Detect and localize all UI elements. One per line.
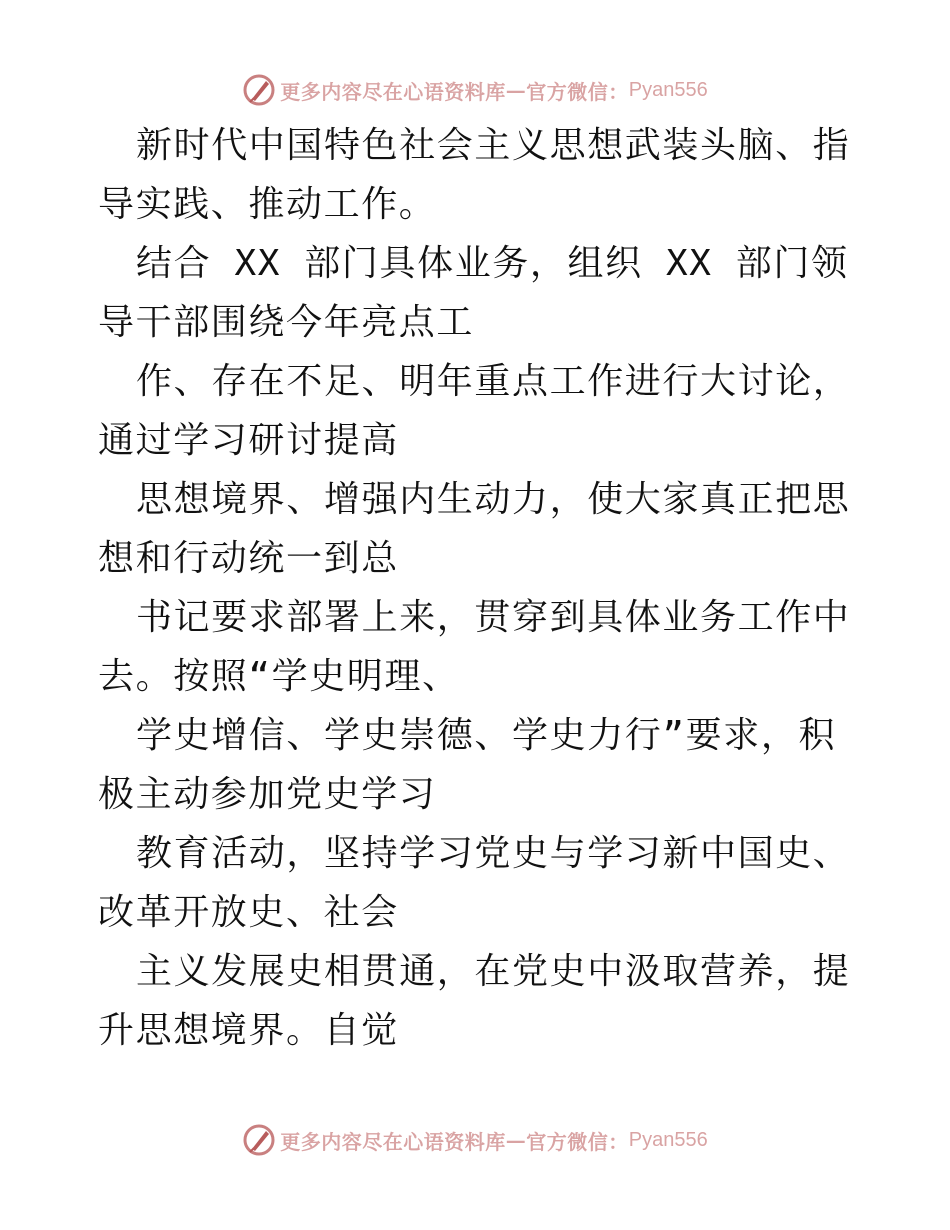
watermark-main-text: 更多内容尽在心语资料库 — [280, 1129, 506, 1154]
watermark-official-label: 官方微信： — [526, 1129, 629, 1154]
paragraph-2: 结合 XX 部门具体业务，组织 XX 部门领导干部围绕今年亮点工 — [98, 243, 849, 343]
watermark-banner-top — [0, 70, 950, 110]
paragraph-7: 教育活动，坚持学习党史与学习新中国史、改革开放史、社会 — [98, 833, 851, 933]
watermark-main-text: 更多内容尽在心语资料库 — [280, 79, 506, 104]
paragraph-5: 书记要求部署上来，贯穿到具体业务工作中去。按照“学史明理、 — [98, 597, 851, 697]
paragraph-4: 思想境界、增强内生动力，使大家真正把思想和行动统一到总 — [98, 479, 851, 579]
watermark-dash: — — [505, 78, 527, 102]
watermark-banner-bottom — [0, 1120, 950, 1160]
watermark-wechat-id: Pyan556 — [628, 78, 708, 101]
paragraph-1: 新时代中国特色社会主义思想武装头脑、指导实践、推动工作。 — [98, 125, 851, 225]
watermark-wechat-id: Pyan556 — [628, 1128, 708, 1151]
paragraph-3: 作、存在不足、明年重点工作进行大讨论，通过学习研讨提高 — [98, 361, 851, 461]
watermark-dash: — — [505, 1128, 527, 1152]
quill-pen-circle-icon — [242, 1123, 276, 1157]
paragraph-8: 主义发展史相贯通，在党史中汲取营养，提升思想境界。自觉 — [98, 951, 851, 1051]
paragraph-6: 学史增信、学史崇德、学史力行”要求，积极主动参加党史学习 — [98, 715, 837, 815]
watermark-official-label: 官方微信： — [526, 79, 629, 104]
quill-pen-circle-icon — [242, 73, 276, 107]
document-body — [98, 116, 858, 1060]
